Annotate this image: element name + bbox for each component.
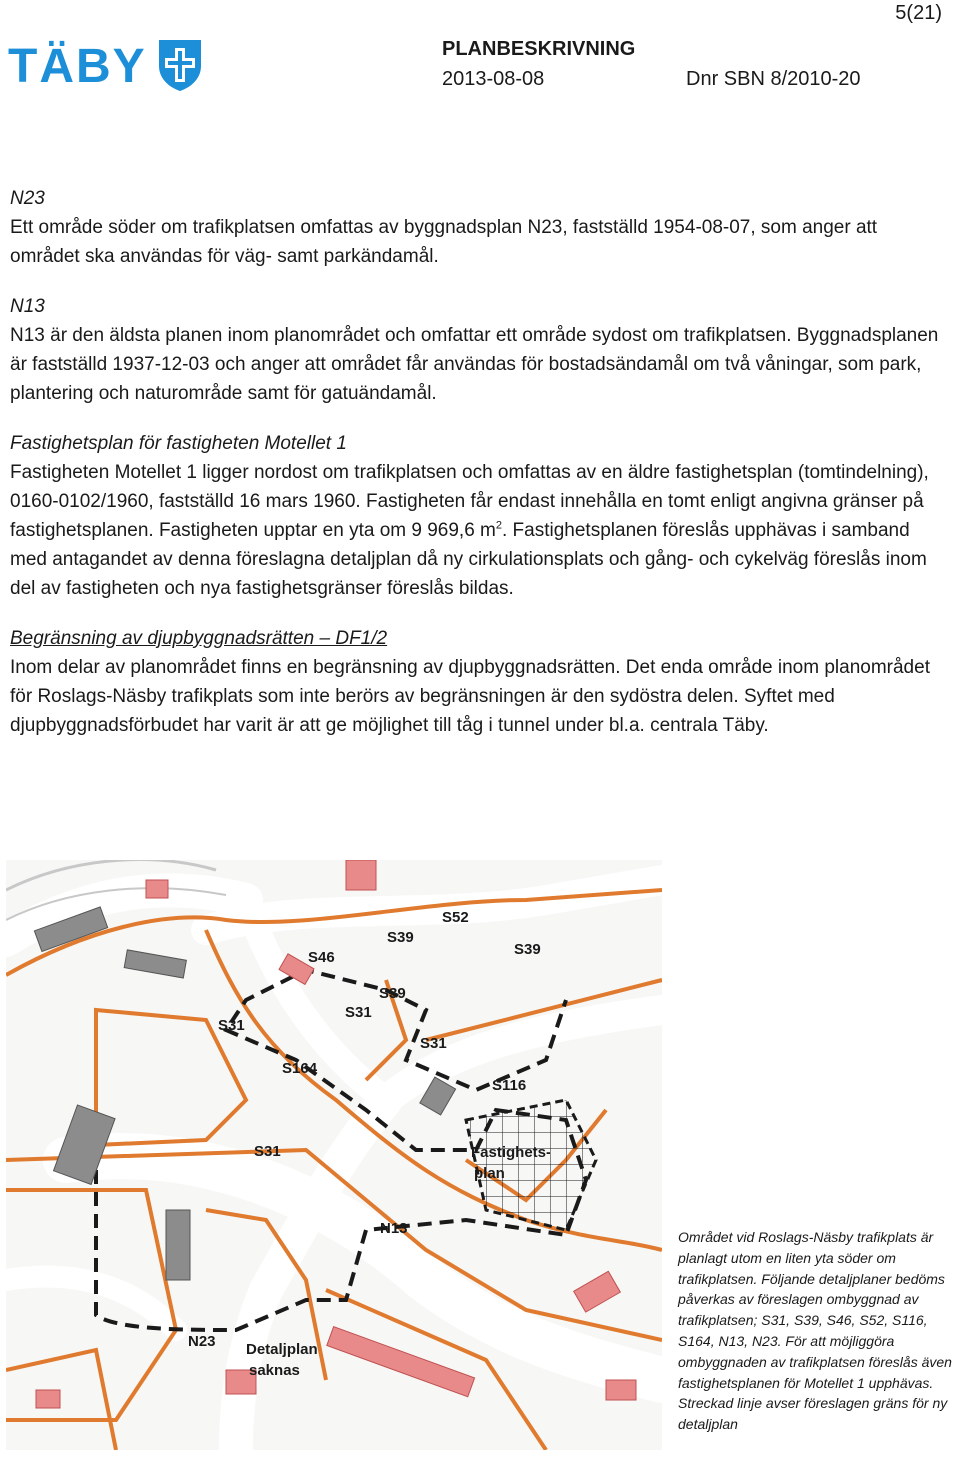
map-label-s39: S39 xyxy=(379,985,406,1002)
section-n13 xyxy=(10,292,950,408)
logo-text: TÄBY xyxy=(8,39,147,93)
map-label-s39: S39 xyxy=(514,941,541,958)
section-djupbyggnad xyxy=(10,624,950,740)
map-label-n23: N23 xyxy=(188,1333,216,1350)
map-caption: Området vid Roslags-Näsby trafikplats är planlagt utom en liten yta söder om trafikplatsen. Följande detaljplaner bedöms påverkas av föreslagen ombyggnad av trafikplatsen; S31, S39, S46, S52, S116, S164, N13, N23. För att möjliggöra ombyggnaden av trafikplatsen föreslås även fastighetsplanen för Motellet 1 upphävas. Streckad linje avser föreslagen gräns för ny detaljplan xyxy=(678,1229,952,1433)
map-label-s46: S46 xyxy=(308,949,335,966)
section-motellet xyxy=(10,429,950,603)
map-label-s31: S31 xyxy=(254,1143,281,1160)
shield-cross-icon xyxy=(155,36,205,97)
page-content xyxy=(10,184,950,761)
map-label-s116: S116 xyxy=(492,1077,527,1094)
section-n23 xyxy=(10,184,950,271)
plan-map xyxy=(6,860,662,1450)
text-part: . Fastighetsplanen föreslås upphävas i samband med antagandet av denna föreslagna detaljplan då ny cirkulationsplats och gång- och cykelväg föreslås inom del av fastigheten och nya fastighetsgränser föreslås bildas. xyxy=(10,520,927,599)
text-part: Fastigheten Motellet 1 ligger nordost om trafikplatsen och omfattas av en äldre fastighetsplan (tomtindelning), 0160-0102/1960, fastställd 16 mars 1960. Fastigheten får endast innehålla en tomt enligt angivna gränser på fastighetsplanen. Fastigheten upptar en yta om 9 969,6 m xyxy=(10,462,929,541)
superscript: 2 xyxy=(495,519,502,532)
section-text: Inom delar av planområdet finns en begränsning av djupbyggnadsrätten. Det enda område inom planområdet för Roslags-Näsby trafikplats som inte berörs av begränsningen är den sydöstra delen. Syftet med djupbyggnadsförbudet har varit är att ge möjlighet till tåg i tunnel under bl.a. centrala Täby. xyxy=(10,657,930,736)
document-dnr: Dnr SBN 8/2010-20 xyxy=(686,68,861,90)
map-label-s31: S31 xyxy=(420,1035,447,1052)
map-label-fastighetsplan: plan xyxy=(474,1165,505,1182)
map-label-s31: S31 xyxy=(218,1017,245,1034)
document-title: PLANBESKRIVNING xyxy=(442,38,636,60)
map-label-s31: S31 xyxy=(345,1004,372,1021)
section-text xyxy=(10,458,950,603)
page-number: 5(21) xyxy=(895,2,942,24)
section-text: N13 är den äldsta planen inom planområdet och omfattar ett område sydost om trafikplatsen. Byggnadsplanen är fastställd 1937-12-03 och anger att området får användas för bostadsändamål om två våningar, som park, plantering och naturområde samt för gatuändamål. xyxy=(10,325,939,404)
map-label-s164: S164 xyxy=(282,1060,318,1077)
map-label-n13: N13 xyxy=(380,1220,408,1237)
section-heading: N13 xyxy=(10,296,45,317)
map-label-s39: S39 xyxy=(387,929,414,946)
document-date: 2013-08-08 xyxy=(442,68,545,90)
map-label-s52: S52 xyxy=(442,909,469,926)
map-label-detaljplan: saknas xyxy=(249,1362,300,1379)
section-heading: Begränsning av djupbyggnadsrätten – DF1/2 xyxy=(10,628,388,649)
section-text: Ett område söder om trafikplatsen omfattas av byggnadsplan N23, fastställd 1954-08-07, som anger att området ska användas för väg- samt parkändamål. xyxy=(10,217,878,267)
map-label-fastighetsplan: Fastighets- xyxy=(471,1144,552,1161)
section-heading: Fastighetsplan för fastigheten Motellet 1 xyxy=(10,433,347,454)
map-label-detaljplan: Detaljplan xyxy=(246,1341,318,1358)
section-heading: N23 xyxy=(10,188,45,209)
taby-logo xyxy=(8,36,205,96)
